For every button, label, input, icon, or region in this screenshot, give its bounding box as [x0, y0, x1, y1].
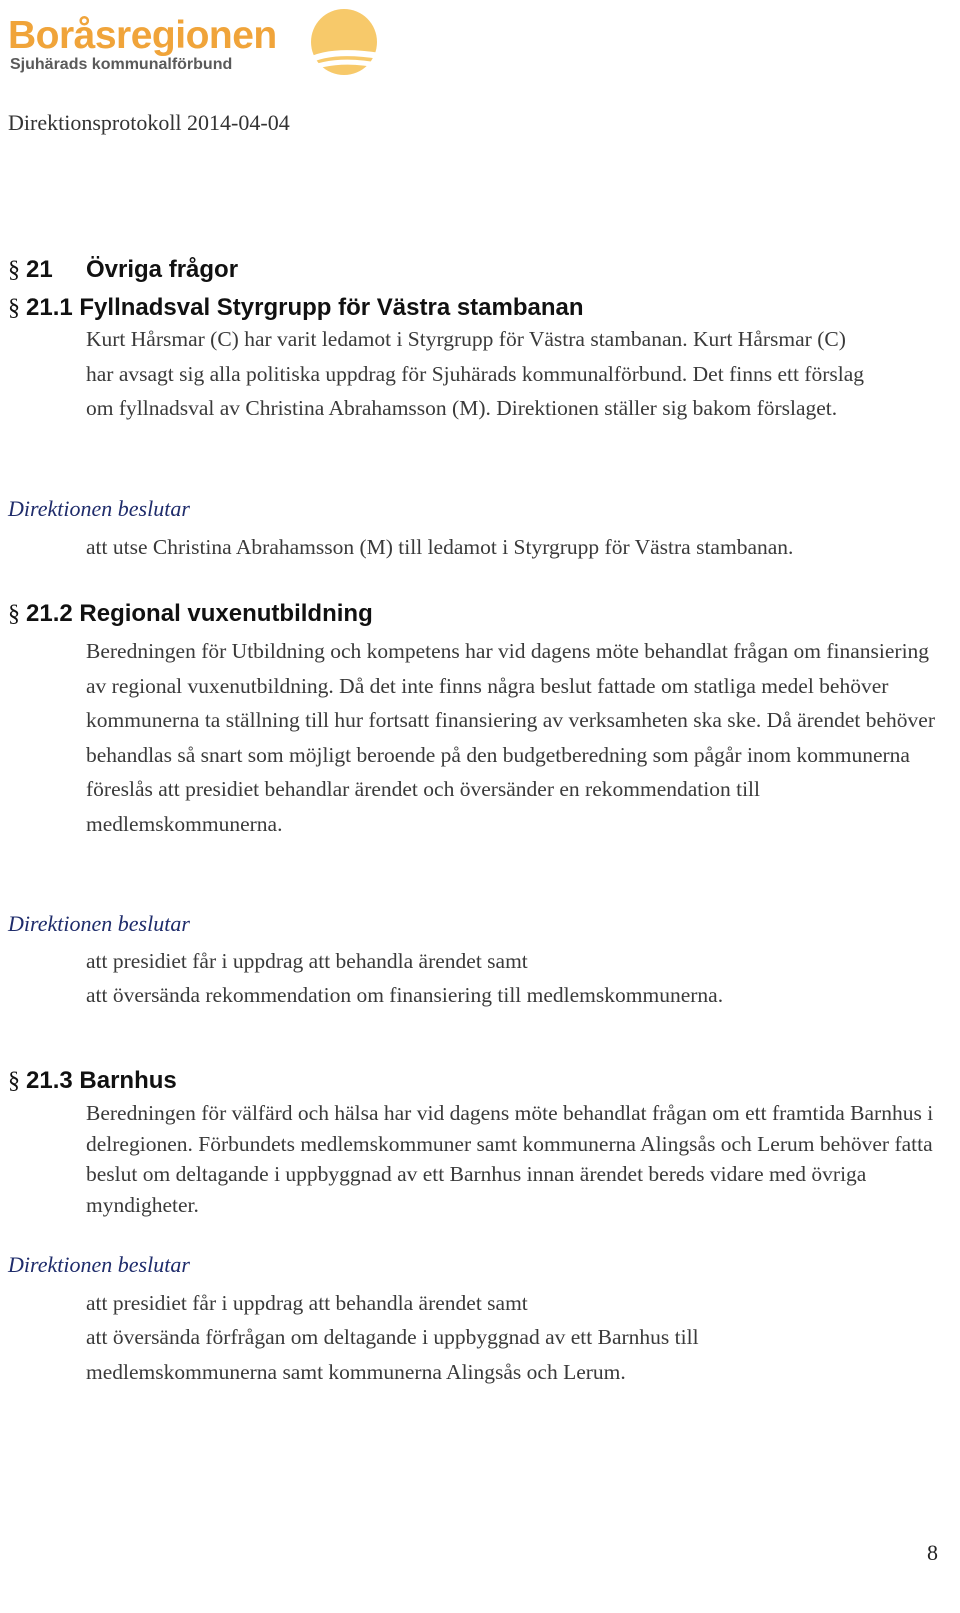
decision-item: att utse Christina Abrahamsson (M) till ledamot i Styrgrupp för Västra stambanan.	[86, 535, 794, 559]
logo	[8, 2, 378, 82]
section-heading-21-3	[8, 1067, 177, 1095]
section-title: Fyllnadsval Styrgrupp för Västra stambanan	[79, 294, 584, 321]
section-symbol: §	[8, 1068, 20, 1094]
logo-subtitle: Sjuhärads kommunalförbund	[10, 56, 233, 73]
section-body-21-2: Beredningen för Utbildning och kompetens har vid dagens möte behandlat frågan om finansiering av regional vuxenutbildning. Då det inte finns några beslut fattade om statliga medel behöver kommunerna ta ställning till hur fortsatt finansiering av verksamheten ska ske. Då ärendet behöver behandlas så snart som möjligt beroende på den budgetberedning som pågår inom kommunerna föreslås att presidiet behandlar ärendet och översänder en rekommendation till medlemskommunerna.	[86, 639, 935, 836]
section-number: 21	[26, 256, 53, 283]
section-heading-21-1	[8, 294, 584, 322]
section-number: 21.2	[26, 600, 73, 627]
section-number: 21.3	[26, 1067, 73, 1094]
decision-item: att presidiet får i uppdrag att behandla ärendet samt	[86, 1291, 528, 1315]
decision-label: Direktionen beslutar	[8, 1252, 190, 1277]
section-symbol: §	[8, 295, 20, 321]
section-number: 21.1	[26, 294, 73, 321]
section-heading-21	[8, 256, 238, 284]
decision-item: att översända förfrågan om deltagande i uppbyggnad av ett Barnhus till medlemskommunerna samt kommunerna Alingsås och Lerum.	[86, 1325, 699, 1384]
decision-label: Direktionen beslutar	[8, 496, 190, 521]
section-symbol: §	[8, 257, 20, 283]
decision-item: att presidiet får i uppdrag att behandla ärendet samt	[86, 949, 528, 973]
section-heading-21-2	[8, 600, 373, 628]
protocol-title: Direktionsprotokoll 2014-04-04	[8, 110, 290, 135]
decision-label: Direktionen beslutar	[8, 911, 190, 936]
section-title: Regional vuxenutbildning	[79, 600, 373, 627]
section-title: Barnhus	[79, 1067, 177, 1094]
sun-icon	[300, 6, 382, 78]
page-number: 8	[927, 1540, 938, 1565]
section-symbol: §	[8, 601, 20, 627]
logo-wordmark: Boråsregionen	[8, 14, 277, 57]
section-title: Övriga frågor	[86, 256, 239, 283]
decision-item: att översända rekommendation om finansiering till medlemskommunerna.	[86, 983, 724, 1007]
section-body-21-1: Kurt Hårsmar (C) har varit ledamot i Styrgrupp för Västra stambanan. Kurt Hårsmar (C) har avsagt sig alla politiska uppdrag för Sjuhärads kommunalförbund. Det finns ett förslag om fyllnadsval av Christina Abrahamsson (M). Direktionen ställer sig bakom förslaget.	[86, 327, 865, 420]
section-body-21-3: Beredningen för välfärd och hälsa har vid dagens möte behandlat frågan om ett framtida Barnhus i delregionen. Förbundets medlemskommuner samt kommunerna Alingsås och Lerum behöver fatta beslut om deltagande i uppbyggnad av ett Barnhus innan ärendet bereds vidare med övriga myndigheter.	[86, 1101, 934, 1217]
